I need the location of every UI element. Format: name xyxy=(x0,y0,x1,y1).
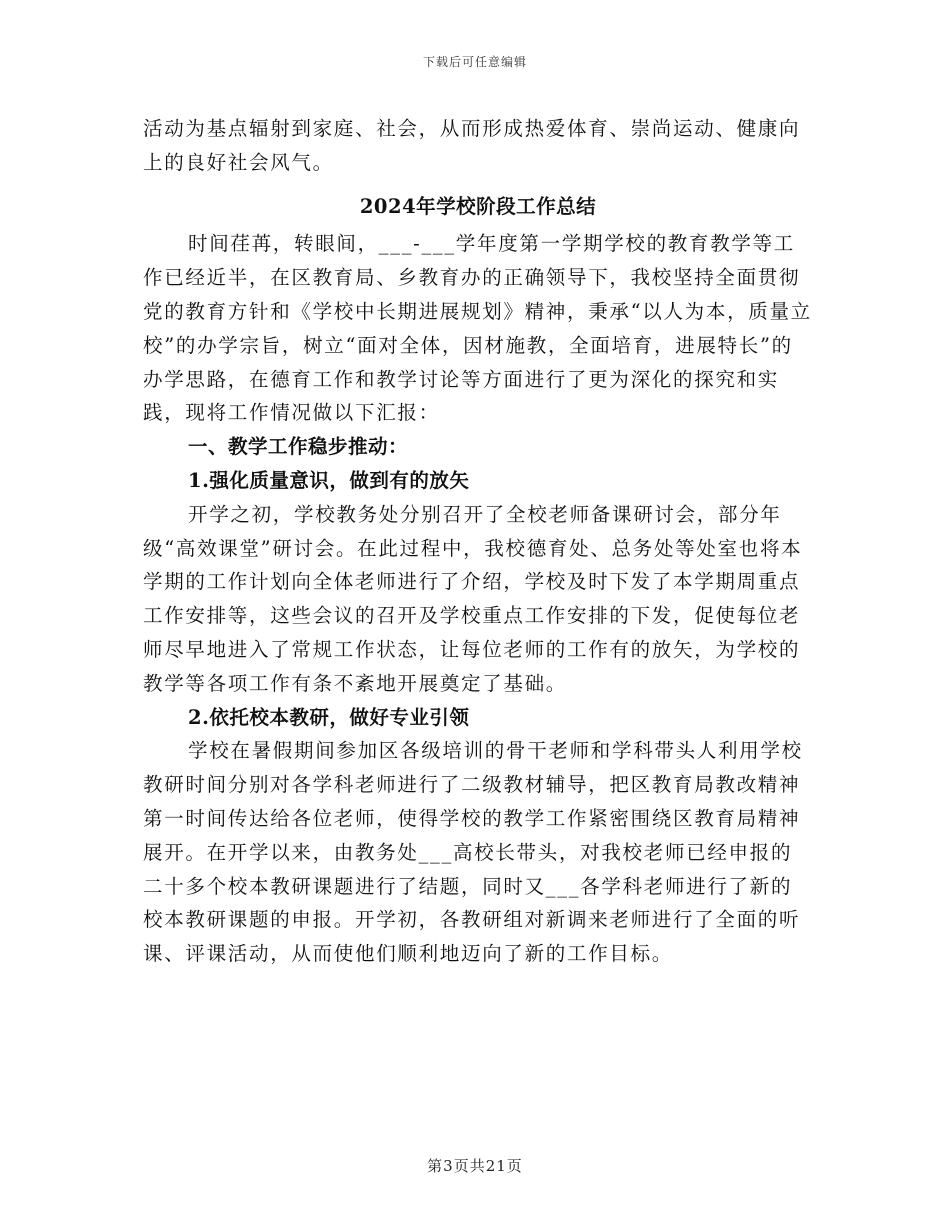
subsection-heading-2: 2.依托校本教研，做好专业引领 xyxy=(188,705,470,729)
document-body xyxy=(143,112,813,971)
subsection-body-2: 学校在暑假期间参加区各级培训的骨干老师和学科带头人利用学校教研时间分别对各学科老师进行了二级教材辅导，把区教育局教改精神第一时间传达给各位老师，使得学校的教学工作紧密围绕区教育局精神展开。在开学以来，由教务处___高校长带头，对我校老师已经申报的二十多个校本教研课题进行了结题，同时又___各学科老师进行了新的校本教研课题的申报。开学初，各教研组对新调来老师进行了全面的听课、评课活动，从而使他们顺利地迈向了新的工作目标。 xyxy=(143,739,803,966)
continuation-paragraph: 活动为基点辐射到家庭、社会，从而形成热爱体育、崇尚运动、健康向上的良好社会风气。 xyxy=(143,117,801,174)
section-heading-1: 一、教学工作稳步推动： xyxy=(188,435,409,459)
subsection-heading-1: 1.强化质量意识，做到有的放矢 xyxy=(188,468,470,492)
page-number: 第3页共21页 xyxy=(427,1157,523,1175)
subsection-body-1: 开学之初，学校教务处分别召开了全校老师备课研讨会，部分年级“高效课堂”研讨会。在此过程中，我校德育处、总务处等处室也将本学期的工作计划向全体老师进行了介绍，学校及时下发了本学期周重点工作安排等，这些会议的召开及学校重点工作安排的下发，促使每位老师尽早地进入了常规工作状态，让每位老师的工作有的放矢，为学校的教学等各项工作有条不紊地开展奠定了基础。 xyxy=(143,502,803,695)
intro-paragraph: 时间荏苒，转眼间，___-___学年度第一学期学校的教育教学等工作已经近半，在区教育局、乡教育办的正确领导下，我校坚持全面贯彻党的教育方针和《学校中长期进展规划》精神，秉承“以人为本，质量立校”的办学宗旨，树立“面对全体，因材施教，全面培育，进展特长”的办学思路，在德育工作和教学讨论等方面进行了更为深化的探究和实践，现将工作情况做以下汇报： xyxy=(143,232,812,425)
document-title: 2024年学校阶段工作总结 xyxy=(359,194,597,218)
page-header-note: 下载后可任意编辑 xyxy=(422,55,527,69)
